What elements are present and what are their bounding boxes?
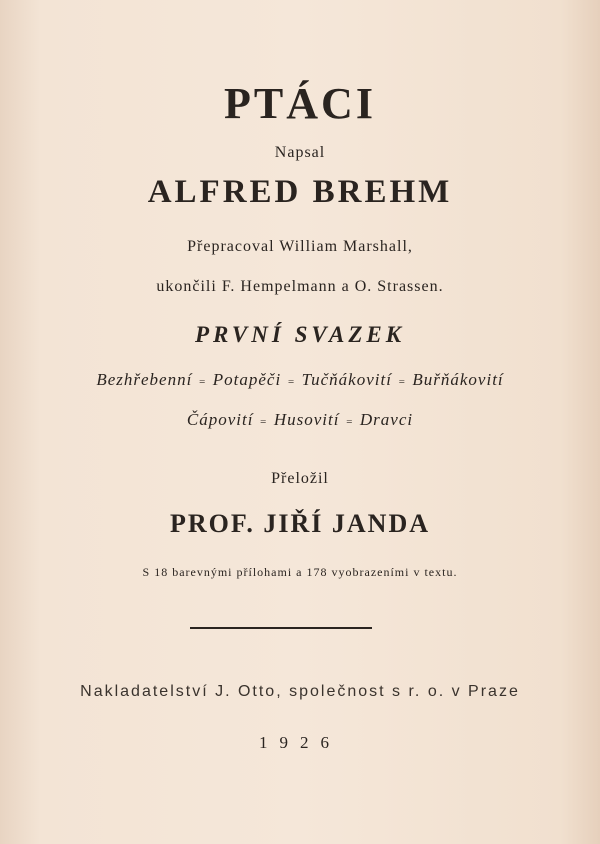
translated-by-label: Přeložil: [271, 470, 329, 487]
separator-mark: =: [198, 376, 207, 388]
separator-mark: =: [259, 416, 268, 428]
written-by-label: Napsal: [274, 144, 326, 161]
order-name: Husovití: [273, 410, 340, 429]
volume-label: PRVNÍ SVAZEK: [194, 322, 406, 347]
order-name: Čápovití: [186, 410, 254, 429]
separator-mark: =: [287, 376, 296, 388]
order-name: Dravci: [359, 410, 414, 429]
order-name: Bezhřebenní: [96, 370, 193, 389]
reworked-by: Přepracoval William Marshall,: [187, 238, 413, 255]
publication-year: 1926: [259, 733, 341, 752]
publisher: Nakladatelství J. Otto, společnost s r. o. v Praze: [80, 683, 520, 700]
horizontal-rule: [190, 627, 372, 629]
translator-name: PROF. JIŘÍ JANDA: [170, 509, 430, 538]
bird-orders-line-1: [0, 370, 600, 390]
order-name: Tučňákovití: [301, 370, 392, 389]
illustrations-note: S 18 barevnými přílohami a 178 vyobrazeními v textu.: [142, 565, 458, 579]
bird-orders-line-2: [0, 410, 600, 430]
separator-mark: =: [397, 376, 407, 388]
separator-mark: =: [345, 416, 354, 428]
finished-by: ukončili F. Hempelmann a O. Strassen.: [156, 278, 444, 295]
book-title: PTÁCI: [224, 79, 376, 128]
order-name: Buřňákovití: [412, 370, 504, 389]
order-name: Potapěči: [212, 370, 282, 389]
author-name: ALFRED BREHM: [147, 174, 453, 210]
